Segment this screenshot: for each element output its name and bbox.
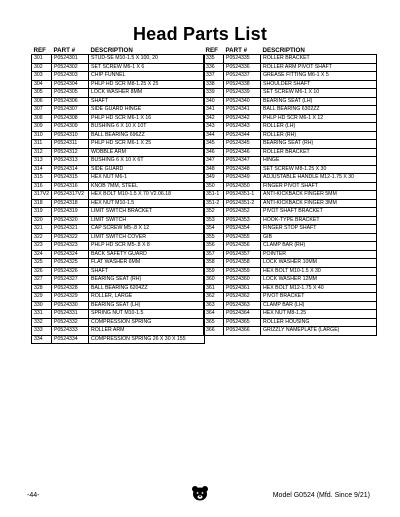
- table-row: [32, 174, 205, 183]
- ref-cell: 343: [204, 123, 224, 132]
- ref-cell: 303: [32, 72, 52, 81]
- description-cell: BALL BEARING 6204ZZ: [89, 284, 205, 293]
- description-cell: HEX NUT M6-1: [89, 174, 205, 183]
- part-number-cell: P0524314: [52, 165, 89, 174]
- description-cell: PHLP HD SCR M5-.8 X 8: [89, 242, 205, 251]
- parts-table-left: [31, 46, 205, 344]
- ref-cell: 322: [32, 233, 52, 242]
- table-row: [32, 225, 205, 234]
- table-row: [204, 72, 377, 81]
- table-row: [32, 293, 205, 302]
- ref-cell: 355: [204, 233, 224, 242]
- description-cell: BUSHING 6 X 10 X 10T: [89, 123, 205, 132]
- ref-cell: 327: [32, 276, 52, 285]
- part-number-cell: P0524356: [224, 242, 261, 251]
- description-cell: SPRING NUT M10-1.5: [89, 310, 205, 319]
- ref-cell: 320: [32, 216, 52, 225]
- table-row: [204, 106, 377, 115]
- ref-cell: 321: [32, 225, 52, 234]
- part-number-cell: P0524322: [52, 233, 89, 242]
- ref-cell: 357: [204, 250, 224, 259]
- description-cell: BALL BEARING 696ZZ: [89, 131, 205, 140]
- description-cell: GRIZZLY NAMEPLATE (LARGE): [261, 327, 377, 336]
- part-number-cell: P0524323: [52, 242, 89, 251]
- table-row: [204, 259, 377, 268]
- page-title: Head Parts List: [132, 24, 268, 44]
- part-number-cell: P0524347: [224, 157, 261, 166]
- table-row: [32, 199, 205, 208]
- ref-cell: 313: [32, 157, 52, 166]
- part-number-cell: P0524352: [224, 208, 261, 217]
- ref-cell: 331: [32, 310, 52, 319]
- ref-cell: 310: [32, 131, 52, 140]
- table-row: [204, 174, 377, 183]
- ref-cell: 319: [32, 208, 52, 217]
- part-number-cell: P0524359: [224, 267, 261, 276]
- description-cell: ROLLER ARM: [89, 327, 205, 336]
- table-row: [32, 318, 205, 327]
- description-cell: HINGE: [261, 157, 377, 166]
- description-cell: KNOB 7MM, STEEL: [89, 182, 205, 191]
- part-number-cell: P0524331: [52, 310, 89, 319]
- table-row: [204, 140, 377, 149]
- table-row: [32, 310, 205, 319]
- part-number-cell: P0524321: [52, 225, 89, 234]
- description-cell: ROLLER HOUSING: [261, 318, 377, 327]
- description-cell: BEARING SEAT (LH): [261, 97, 377, 106]
- part-number-cell: P0524335: [224, 55, 261, 64]
- ref-cell: 352: [204, 208, 224, 217]
- table-row: [32, 191, 205, 200]
- ref-cell: 301: [32, 55, 52, 64]
- table-row: [32, 131, 205, 140]
- table-row: [32, 140, 205, 149]
- ref-cell: 359: [204, 267, 224, 276]
- part-number-header: PART #: [52, 46, 89, 55]
- ref-cell: 356: [204, 242, 224, 251]
- ref-cell: 365: [204, 318, 224, 327]
- description-cell: ANTI-KICKBACK FINGER 3MM: [261, 199, 377, 208]
- description-cell: SIDE GUARD HINGE: [89, 106, 205, 115]
- part-number-cell: P0524304: [52, 80, 89, 89]
- part-number-cell: P0524348: [224, 165, 261, 174]
- part-number-cell: P0524307: [52, 106, 89, 115]
- parts-table-right: [203, 46, 377, 336]
- table-row: [204, 199, 377, 208]
- part-number-cell: P0524361: [224, 284, 261, 293]
- page-number: -44-: [27, 492, 40, 499]
- ref-cell: 314: [32, 165, 52, 174]
- description-cell: PIVOT BRACKET: [261, 293, 377, 302]
- part-number-cell: P0524341: [224, 106, 261, 115]
- description-cell: HEX BOLT M10-1.5 X 30: [261, 267, 377, 276]
- description-cell: PIVOT SHAFT BRACKET: [261, 208, 377, 217]
- description-cell: GREASE FITTING M6-1 X 5: [261, 72, 377, 81]
- ref-cell: 349: [204, 174, 224, 183]
- part-number-cell: P0524342: [224, 114, 261, 123]
- description-cell: LIMIT SWITCH BRACKET: [89, 208, 205, 217]
- ref-cell: 364: [204, 310, 224, 319]
- table-row: [204, 63, 377, 72]
- ref-cell: 309: [32, 123, 52, 132]
- ref-cell: 318: [32, 199, 52, 208]
- part-number-cell: P0524346: [224, 148, 261, 157]
- description-cell: FLAT WASHER 6MM: [89, 259, 205, 268]
- description-cell: BEARING SEAT (RH): [89, 276, 205, 285]
- part-number-cell: P0524336: [224, 63, 261, 72]
- table-header-row: [204, 46, 377, 55]
- table-row: [32, 63, 205, 72]
- parts-table-left-body: [32, 55, 205, 344]
- ref-cell: 339: [204, 89, 224, 98]
- table-row: [204, 327, 377, 336]
- ref-header: REF: [32, 46, 52, 55]
- table-row: [204, 301, 377, 310]
- table-row: [204, 123, 377, 132]
- part-number-cell: P0524343: [224, 123, 261, 132]
- description-cell: LIMIT SWITCH: [89, 216, 205, 225]
- ref-cell: 323: [32, 242, 52, 251]
- ref-cell: 311: [32, 140, 52, 149]
- ref-cell: 306: [32, 97, 52, 106]
- part-number-cell: P0524355: [224, 233, 261, 242]
- description-cell: SHOULDER SHAFT: [261, 80, 377, 89]
- ref-cell: 333: [32, 327, 52, 336]
- description-cell: BEARING SEAT (RH): [261, 140, 377, 149]
- description-cell: SHAFT: [89, 267, 205, 276]
- part-number-cell: P0524340: [224, 97, 261, 106]
- table-row: [204, 284, 377, 293]
- part-number-cell: P0524362: [224, 293, 261, 302]
- description-cell: HEX BOLT M12-1.75 X 40: [261, 284, 377, 293]
- ref-cell: 308: [32, 114, 52, 123]
- part-number-cell: P0524309: [52, 123, 89, 132]
- description-cell: BALL BEARING 6302ZZ: [261, 106, 377, 115]
- ref-cell: 304: [32, 80, 52, 89]
- part-number-cell: P0524333: [52, 327, 89, 336]
- part-number-cell: P0524315: [52, 174, 89, 183]
- table-row: [204, 225, 377, 234]
- table-row: [32, 72, 205, 81]
- ref-cell: 338: [204, 80, 224, 89]
- table-row: [32, 284, 205, 293]
- table-row: [32, 165, 205, 174]
- ref-cell: 366: [204, 327, 224, 336]
- table-row: [204, 182, 377, 191]
- part-number-cell: P0524301: [52, 55, 89, 64]
- part-number-header: PART #: [224, 46, 261, 55]
- part-number-cell: P0524363: [224, 301, 261, 310]
- part-number-cell: P0524349: [224, 174, 261, 183]
- ref-cell: 305: [32, 89, 52, 98]
- table-row: [204, 242, 377, 251]
- description-cell: GIB: [261, 233, 377, 242]
- part-number-cell: P0524312: [52, 148, 89, 157]
- description-cell: PHLP HD SCR M6-1 X 25: [89, 140, 205, 149]
- bear-head-icon: [191, 485, 209, 501]
- table-row: [204, 250, 377, 259]
- ref-cell: 348: [204, 165, 224, 174]
- description-header: DESCRIPTION: [261, 46, 377, 55]
- part-number-cell: P0524317V2: [52, 191, 89, 200]
- table-row: [32, 327, 205, 336]
- part-number-cell: P0524319: [52, 208, 89, 217]
- description-cell: WOBBLE ARM: [89, 148, 205, 157]
- ref-cell: 353: [204, 216, 224, 225]
- part-number-cell: P0524324: [52, 250, 89, 259]
- description-cell: ROLLER (RH): [261, 131, 377, 140]
- table-row: [204, 293, 377, 302]
- description-cell: CLAMP BAR (LH): [261, 301, 377, 310]
- description-cell: SHAFT: [89, 97, 205, 106]
- ref-cell: 336: [204, 63, 224, 72]
- part-number-cell: P0524329: [52, 293, 89, 302]
- description-cell: HOOK-TYPE BRACKET: [261, 216, 377, 225]
- part-number-cell: P0524353: [224, 216, 261, 225]
- ref-header: REF: [204, 46, 224, 55]
- table-row: [32, 97, 205, 106]
- description-cell: LOCK WASHER 12MM: [261, 276, 377, 285]
- part-number-cell: P0524351-2: [224, 199, 261, 208]
- part-number-cell: P0524325: [52, 259, 89, 268]
- description-cell: POINTER: [261, 250, 377, 259]
- ref-cell: 347: [204, 157, 224, 166]
- part-number-cell: P0524318: [52, 199, 89, 208]
- table-row: [32, 55, 205, 64]
- part-number-cell: P0524360: [224, 276, 261, 285]
- table-row: [32, 148, 205, 157]
- ref-cell: 350: [204, 182, 224, 191]
- ref-cell: 329: [32, 293, 52, 302]
- model-info: Model G0524 (Mfd. Since 9/21): [272, 492, 370, 499]
- ref-cell: 360: [204, 276, 224, 285]
- table-row: [32, 106, 205, 115]
- ref-cell: 358: [204, 259, 224, 268]
- part-number-cell: P0524320: [52, 216, 89, 225]
- part-number-cell: P0524338: [224, 80, 261, 89]
- table-row: [204, 233, 377, 242]
- ref-cell: 346: [204, 148, 224, 157]
- table-row: [32, 114, 205, 123]
- ref-cell: 317V2: [32, 191, 52, 200]
- description-cell: COMPRESSION SPRING: [89, 318, 205, 327]
- part-number-cell: P0524326: [52, 267, 89, 276]
- part-number-cell: P0524366: [224, 327, 261, 336]
- part-number-cell: P0524308: [52, 114, 89, 123]
- description-cell: LOCK WASHER 8MM: [89, 89, 205, 98]
- part-number-cell: P0524337: [224, 72, 261, 81]
- parts-table-right-body: [204, 55, 377, 336]
- ref-cell: 316: [32, 182, 52, 191]
- part-number-cell: P0524354: [224, 225, 261, 234]
- ref-cell: 351-2: [204, 199, 224, 208]
- ref-cell: 337: [204, 72, 224, 81]
- part-number-cell: P0524339: [224, 89, 261, 98]
- table-row: [204, 55, 377, 64]
- ref-cell: 325: [32, 259, 52, 268]
- ref-cell: 307: [32, 106, 52, 115]
- description-cell: CHIP FUNNEL: [89, 72, 205, 81]
- ref-cell: 326: [32, 267, 52, 276]
- part-number-cell: P0524303: [52, 72, 89, 81]
- table-row: [204, 165, 377, 174]
- description-cell: FINGER PIVOT SHAFT: [261, 182, 377, 191]
- table-row: [32, 216, 205, 225]
- ref-cell: 363: [204, 301, 224, 310]
- ref-cell: 362: [204, 293, 224, 302]
- ref-cell: 342: [204, 114, 224, 123]
- part-number-cell: P0524311: [52, 140, 89, 149]
- part-number-cell: P0524302: [52, 63, 89, 72]
- table-row: [204, 267, 377, 276]
- table-row: [204, 157, 377, 166]
- table-row: [32, 267, 205, 276]
- part-number-cell: P0524330: [52, 301, 89, 310]
- ref-cell: 330: [32, 301, 52, 310]
- description-cell: SET SCREW M6-1 X 10: [261, 89, 377, 98]
- description-cell: SET SCREW M6-1 X 6: [89, 63, 205, 72]
- table-row: [32, 259, 205, 268]
- ref-cell: 345: [204, 140, 224, 149]
- description-cell: BACK SAFETY GUARD: [89, 250, 205, 259]
- table-row: [204, 208, 377, 217]
- description-cell: BEARING SEAT (LH): [89, 301, 205, 310]
- table-row: [32, 208, 205, 217]
- ref-cell: 328: [32, 284, 52, 293]
- table-row: [204, 80, 377, 89]
- ref-cell: 302: [32, 63, 52, 72]
- table-row: [32, 80, 205, 89]
- table-row: [32, 335, 205, 344]
- table-row: [204, 131, 377, 140]
- ref-cell: 344: [204, 131, 224, 140]
- ref-cell: 335: [204, 55, 224, 64]
- part-number-cell: P0524358: [224, 259, 261, 268]
- part-number-cell: P0524364: [224, 310, 261, 319]
- part-number-cell: P0524357: [224, 250, 261, 259]
- table-row: [204, 191, 377, 200]
- part-number-cell: P0524345: [224, 140, 261, 149]
- ref-cell: 312: [32, 148, 52, 157]
- part-number-cell: P0524306: [52, 97, 89, 106]
- ref-cell: 332: [32, 318, 52, 327]
- description-cell: ANTI-KICKBACK FINGER 5MM: [261, 191, 377, 200]
- table-row: [204, 89, 377, 98]
- ref-cell: 341: [204, 106, 224, 115]
- part-number-cell: P0524310: [52, 131, 89, 140]
- table-row: [32, 250, 205, 259]
- description-cell: ROLLER, LARGE: [89, 293, 205, 302]
- table-row: [204, 114, 377, 123]
- description-cell: HEX BOLT M10-1.5 X 70 V2.06.18: [89, 191, 205, 200]
- table-row: [32, 182, 205, 191]
- description-cell: PHLP HD SCR M6-1 X 12: [261, 114, 377, 123]
- ref-cell: 315: [32, 174, 52, 183]
- table-row: [204, 318, 377, 327]
- description-header: DESCRIPTION: [89, 46, 205, 55]
- description-cell: SIDE GUARD: [89, 165, 205, 174]
- part-number-cell: P0524316: [52, 182, 89, 191]
- description-cell: CLAMP BAR (RH): [261, 242, 377, 251]
- table-row: [204, 216, 377, 225]
- part-number-cell: P0524332: [52, 318, 89, 327]
- table-row: [32, 123, 205, 132]
- table-row: [204, 276, 377, 285]
- description-cell: BUSHING 6 X 10 X 6T: [89, 157, 205, 166]
- table-row: [32, 89, 205, 98]
- description-cell: HEX NUT M8-1.25: [261, 310, 377, 319]
- ref-cell: 351-1: [204, 191, 224, 200]
- part-number-cell: P0524351-1: [224, 191, 261, 200]
- part-number-cell: P0524328: [52, 284, 89, 293]
- description-cell: ROLLER BRACKET: [261, 55, 377, 64]
- ref-cell: 361: [204, 284, 224, 293]
- part-number-cell: P0524327: [52, 276, 89, 285]
- ref-cell: 324: [32, 250, 52, 259]
- ref-cell: 354: [204, 225, 224, 234]
- table-row: [204, 97, 377, 106]
- part-number-cell: P0524334: [52, 335, 89, 344]
- table-row: [32, 301, 205, 310]
- description-cell: COMPRESSION SPRING 26 X 30 X 155: [89, 335, 205, 344]
- part-number-cell: P0524365: [224, 318, 261, 327]
- table-header-row: [32, 46, 205, 55]
- description-cell: ROLLER (LH): [261, 123, 377, 132]
- part-number-cell: P0524313: [52, 157, 89, 166]
- description-cell: ADJUSTABLE HANDLE M12-1.75 X 30: [261, 174, 377, 183]
- description-cell: LOCK WASHER 10MM: [261, 259, 377, 268]
- part-number-cell: P0524350: [224, 182, 261, 191]
- description-cell: HEX NUT M10-1.5: [89, 199, 205, 208]
- description-cell: CAP SCREW M5-.8 X 12: [89, 225, 205, 234]
- table-row: [32, 157, 205, 166]
- table-row: [204, 310, 377, 319]
- description-cell: LIMIT SWITCH COVER: [89, 233, 205, 242]
- description-cell: PHLP HD SCR M8-1.25 X 25: [89, 80, 205, 89]
- table-row: [32, 233, 205, 242]
- part-number-cell: P0524344: [224, 131, 261, 140]
- ref-cell: 340: [204, 97, 224, 106]
- description-cell: PHLP HD SCR M6-1 X 16: [89, 114, 205, 123]
- table-row: [204, 148, 377, 157]
- description-cell: SET SCREW M8-1.25 X 30: [261, 165, 377, 174]
- part-number-cell: P0524305: [52, 89, 89, 98]
- description-cell: ROLLER ARM PIVOT SHAFT: [261, 63, 377, 72]
- ref-cell: 334: [32, 335, 52, 344]
- table-row: [32, 276, 205, 285]
- description-cell: FINGER STOP SHAFT: [261, 225, 377, 234]
- description-cell: STUD-SE M10-1.5 X 100, 20: [89, 55, 205, 64]
- table-row: [32, 242, 205, 251]
- description-cell: ROLLER BRACKET: [261, 148, 377, 157]
